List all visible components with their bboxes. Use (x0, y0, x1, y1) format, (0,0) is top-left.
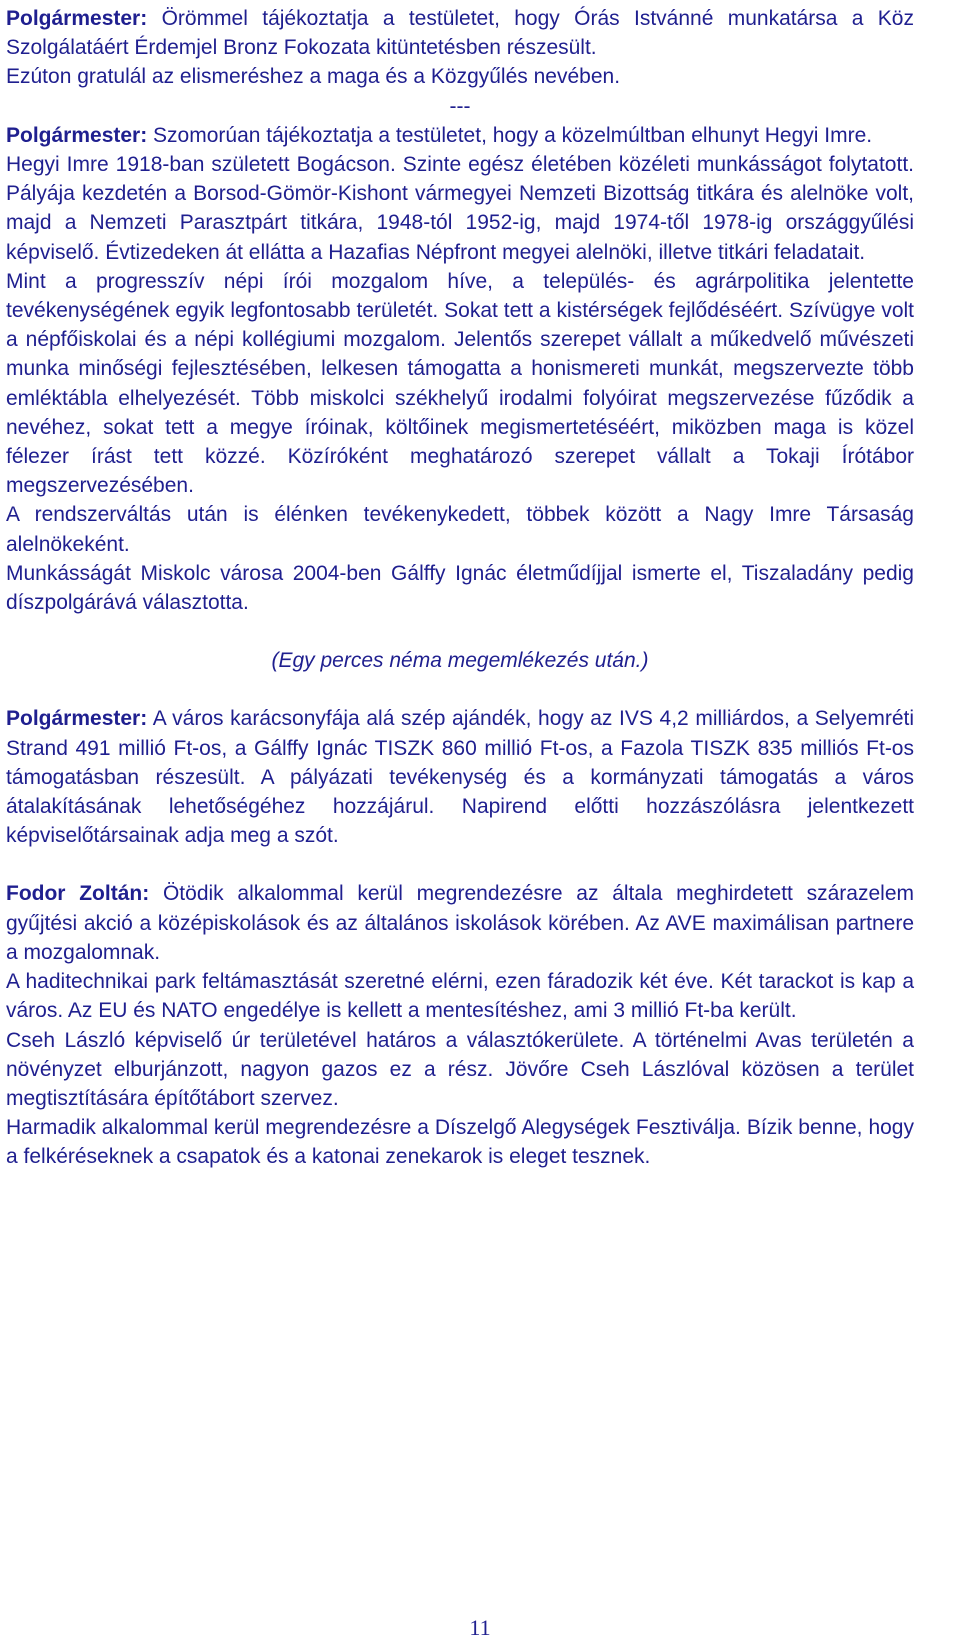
paragraph-text: Ezúton gratulál az elismeréshez a maga és a Közgyűlés nevében. (6, 65, 621, 89)
spacer (6, 850, 914, 879)
paragraph-text: A rendszerváltás után is élénken tevékenykedett, többek között a Nagy Imre Társaság alelnökeként. (6, 503, 914, 556)
paragraph (6, 267, 914, 501)
paragraph (6, 62, 914, 91)
separator: --- (449, 94, 471, 118)
paragraph (6, 1113, 914, 1171)
page-number: 11 (469, 1615, 491, 1640)
section-award (6, 4, 914, 92)
remembrance-note: (Egy perces néma megemlékezés után.) (271, 649, 649, 673)
paragraph-text: Munkásságát Miskolc városa 2004-ben Gálffy Ignác életműdíjjal ismerte el, Tiszaladány pedig díszpolgárává választotta. (6, 561, 914, 615)
paragraph (6, 500, 914, 558)
document-page (6, 4, 914, 1172)
paragraph-text: Mint a progresszív népi írói mozgalom híve, a település- és agrárpolitika jelentette tevékenységének egyik legfontosabb területét. Sokat tett a kistérségek fejlődéséért. Szívügye volt a népfőiskolai és a népi kollégiumi mozgalom. Jelentős szerepet vállalt a műkedvelő művészeti munka minőségi fejlesztésében, lelkesen támogatta a honismereti munkát, megszervezte több emléktábla elhelyezését. Több miskolci székhelyű irodalmi folyóirat megszervezése fűződik a nevéhez, sokat tett a megye íróinak, költőinek megismertetéséért, miközben maga is közel félezer írást tett közzé. Közíróként meghatározó szerepet vállalt a Tokaji Írótábor megszervezésében. (6, 269, 914, 498)
spacer (6, 675, 914, 704)
paragraph-text: Ötödik alkalommal kerül megrendezésre az általa meghirdetett szárazelem gyűjtési akció a középiskolások és az általános iskolások körében. Az AVE maximálisan partnere a mozgalomnak. (6, 882, 914, 964)
speaker-label: Polgármester: (6, 7, 148, 30)
paragraph (6, 4, 914, 62)
paragraph-text: Hegyi Imre 1918-ban született Bogácson. Szinte egész életében közéleti munkásságot folytatott. Pályája kezdetén a Borsod-Gömör-Kishont vármegyei Nemzeti Bizottság titkára és alelnöke volt, majd a Nemzeti Parasztpárt titkára, 1948-tól 1952-ig, majd 1974-től 1978-ig országgyűlési képviselő. Évtizedeken át ellátta a Hazafias Népfront megyei alelnöki, illetve titkári feladatait. (6, 153, 914, 264)
speaker-label: Fodor Zoltán: (6, 882, 150, 906)
paragraph-text: Szomorúan tájékoztatja a testületet, hogy a közelmúltban elhunyt Hegyi Imre. (147, 123, 873, 147)
paragraph-text: Örömmel tájékoztatja a testületet, hogy Órás Istvánné munkatársa a Köz Szolgálatáért Érdemjel Bronz Fokozata kitüntetésben részesült. (6, 7, 914, 60)
section-obituary (6, 121, 914, 617)
section-fodor (6, 879, 914, 1171)
paragraph (6, 121, 914, 150)
paragraph (6, 879, 914, 967)
spacer (6, 617, 914, 646)
paragraph (6, 967, 914, 1025)
section-mayor-announcement (6, 704, 914, 850)
speaker-label: Polgármester: (6, 123, 148, 147)
paragraph-text: Cseh László képviselő úr területével határos a választókerülete. A történelmi Avas területén a növényzet elburjánzott, nagyon gazos ez a rész. Jövőre Cseh Lászlóval közösen a terület megtisztítására építőtábort szervez. (6, 1028, 914, 1110)
paragraph (6, 704, 914, 850)
paragraph-text: Harmadik alkalommal kerül megrendezésre a Díszelgő Alegységek Fesztiválja. Bízik benne, hogy a felkéréseknek a csapatok és a katonai zenekarok is eleget tesznek. (6, 1116, 914, 1169)
paragraph (6, 150, 914, 267)
paragraph (6, 559, 914, 617)
speaker-label: Polgármester: (6, 707, 148, 731)
paragraph (6, 1026, 914, 1114)
paragraph-text: A haditechnikai park feltámasztását szeretné elérni, ezen fáradozik két éve. Két tarackot is kap a város. Az EU és NATO engedélye is kellett a mentesítéshez, ami 3 millió Ft-ba került. (6, 970, 914, 1023)
paragraph-text: A város karácsonyfája alá szép ajándék, hogy az IVS 4,2 milliárdos, a Selyemréti Strand 491 millió Ft-os, a Gálffy Ignác TISZK 860 millió Ft-os, a Fazola TISZK 835 milliós Ft-os támogatásban részesült. A pályázati tevékenység és a kormányzati támogatás a város átalakításának lehetőségéhez hozzájárul. Napirend előtti hozzászólásra jelentkezett képviselőtársainak adja meg a szót. (6, 707, 914, 848)
